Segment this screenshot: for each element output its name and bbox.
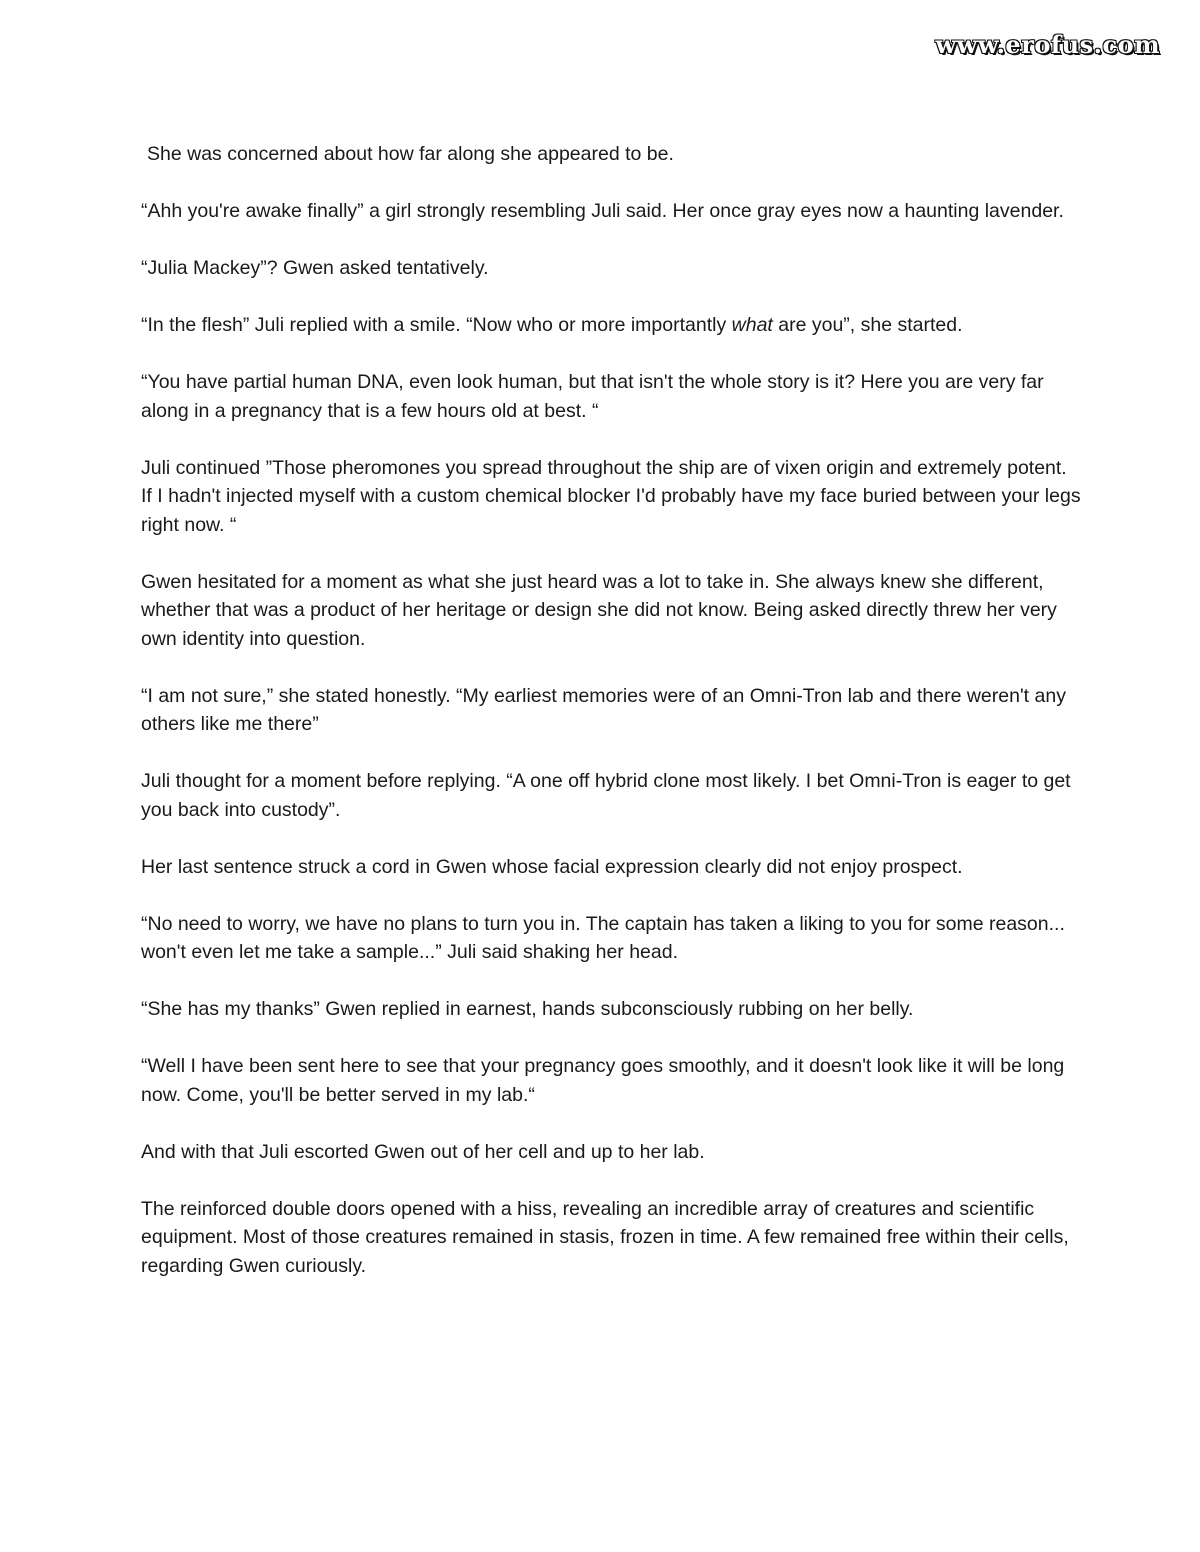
paragraph [141, 140, 1081, 169]
paragraph [141, 311, 1081, 340]
paragraph [141, 368, 1081, 425]
text-segment: “Well I have been sent here to see that your pregnancy goes smoothly, and it doesn't look like it will be long now. Come, you'll be better served in my lab.“ [141, 1055, 1065, 1106]
paragraph [141, 853, 1081, 882]
text-segment: “In the flesh” Juli replied with a smile. “Now who or more importantly [141, 314, 732, 336]
watermark: www.erofus.com [935, 30, 1160, 59]
text-segment: She was concerned about how far along she appeared to be. [147, 143, 674, 165]
text-segment: are you”, she started. [772, 314, 963, 336]
text-segment: Juli thought for a moment before replying. “A one off hybrid clone most likely. I bet Omni-Tron is eager to get you back into custody”. [141, 770, 1071, 821]
text-segment: “I am not sure,” she stated honestly. “My earliest memories were of an Omni-Tron lab and there weren't any others like me there” [141, 684, 1066, 735]
paragraph [141, 682, 1081, 739]
text-segment: Gwen hesitated for a moment as what she just heard was a lot to take in. She always knew she different, whether that was a product of her heritage or design she did not know. Being asked directly threw her very own identity into question. [141, 570, 1057, 650]
paragraph [141, 910, 1081, 967]
paragraph [141, 767, 1081, 824]
text-segment: “You have partial human DNA, even look human, but that isn't the whole story is it? Here you are very far along in a pregnancy that is a few hours old at best. “ [141, 371, 1044, 422]
document-body [141, 140, 1081, 1309]
paragraph [141, 1052, 1081, 1109]
italic-text: what [731, 314, 773, 336]
paragraph [141, 568, 1081, 654]
paragraph [141, 254, 1081, 283]
text-segment: Her last sentence struck a cord in Gwen whose facial expression clearly did not enjoy prospect. [141, 855, 963, 878]
text-segment: The reinforced double doors opened with a hiss, revealing an incredible array of creatures and scientific equipment. Most of those creatures remained in stasis, frozen in time. A few remained free within their cells, regarding Gwen curiously. [141, 1197, 1069, 1277]
paragraph [141, 995, 1081, 1024]
paragraph [141, 1195, 1081, 1281]
text-segment: And with that Juli escorted Gwen out of her cell and up to her lab. [141, 1140, 705, 1163]
paragraph [141, 197, 1081, 226]
text-segment: “No need to worry, we have no plans to turn you in. The captain has taken a liking to you for some reason... won't even let me take a sample...” Juli said shaking her head. [141, 912, 1065, 963]
paragraph [141, 454, 1081, 540]
text-segment: “Julia Mackey”? Gwen asked tentatively. [141, 257, 489, 279]
text-segment: “Ahh you're awake finally” a girl strongly resembling Juli said. Her once gray eyes now a haunting lavender. [141, 200, 1064, 222]
text-segment: Juli continued ”Those pheromones you spread throughout the ship are of vixen origin and extremely potent. If I hadn't injected myself with a custom chemical blocker I'd probably have my face buried between your legs right now. “ [141, 456, 1081, 536]
text-segment: “She has my thanks” Gwen replied in earnest, hands subconsciously rubbing on her belly. [141, 998, 914, 1020]
paragraph [141, 1138, 1081, 1167]
